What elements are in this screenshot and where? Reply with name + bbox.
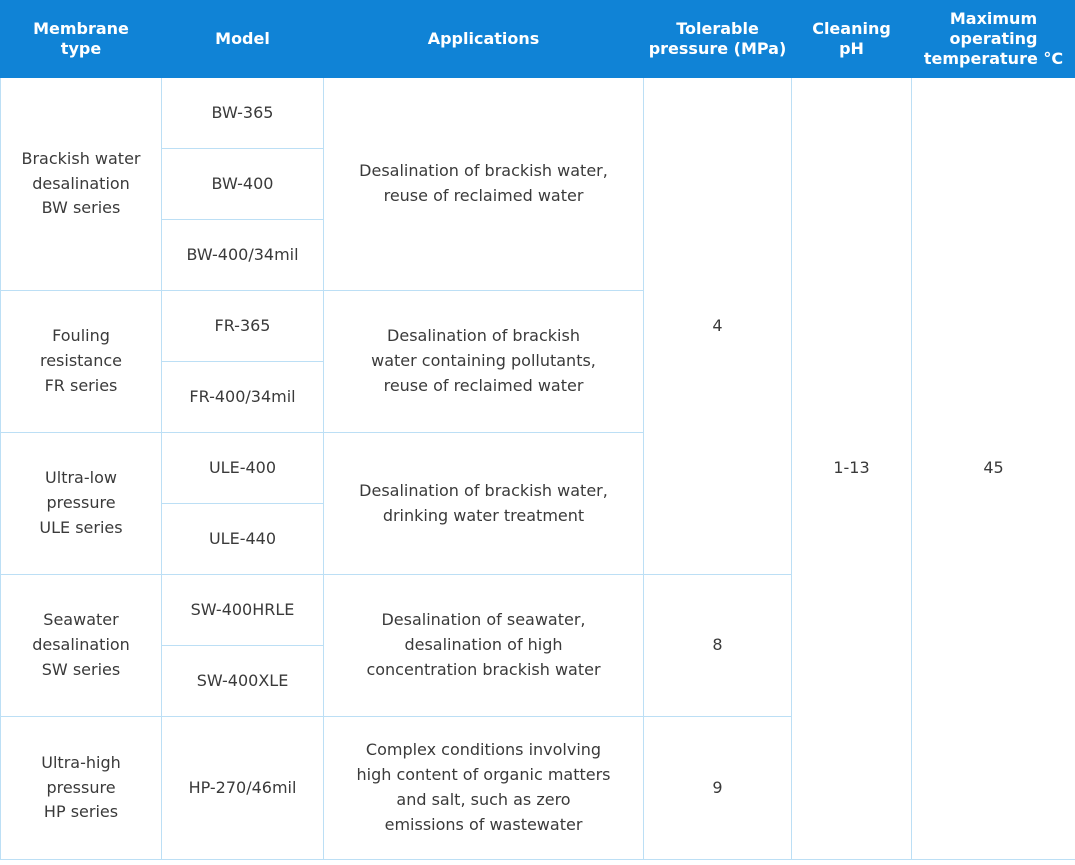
- type-line: resistance: [39, 351, 123, 371]
- application-cell-hp: [324, 717, 644, 860]
- application-line: emissions of wastewater: [384, 814, 583, 834]
- model-cell: SW-400HRLE: [162, 575, 324, 646]
- type-line: FR series: [44, 375, 118, 395]
- application-line: reuse of reclaimed water: [383, 375, 584, 395]
- pressure-cell-8: 8: [644, 575, 792, 717]
- application-line: Desalination of brackish: [387, 326, 580, 346]
- model-cell: BW-400: [162, 149, 324, 220]
- membrane-type-cell-bw: [1, 78, 162, 291]
- application-line: drinking water treatment: [382, 505, 585, 525]
- application-line: water containing pollutants,: [371, 351, 596, 371]
- application-cell-fr: [324, 291, 644, 433]
- header-line: Membrane: [33, 19, 129, 38]
- header-line: type: [60, 39, 102, 58]
- model-cell: HP-270/46mil: [162, 717, 324, 860]
- header-line: Applications: [427, 29, 540, 48]
- application-line: desalination of high: [404, 635, 563, 655]
- model-cell: BW-365: [162, 78, 324, 149]
- type-line: Fouling: [52, 326, 110, 346]
- membrane-type-cell-sw: [1, 575, 162, 717]
- header-line: temperature °C: [923, 49, 1064, 68]
- application-cell-ule: [324, 433, 644, 575]
- header-line: Maximum: [949, 9, 1038, 28]
- type-line: pressure: [46, 777, 116, 797]
- type-line: Brackish water: [21, 148, 141, 168]
- header-line: operating: [949, 29, 1038, 48]
- model-cell: FR-365: [162, 291, 324, 362]
- table-header-row: [1, 1, 1075, 78]
- type-line: pressure: [46, 493, 116, 513]
- type-line: desalination: [32, 635, 130, 655]
- application-line: concentration brackish water: [366, 659, 601, 679]
- type-line: HP series: [43, 802, 119, 822]
- membrane-type-cell-fr: [1, 291, 162, 433]
- header-line: pressure (MPa): [648, 39, 787, 58]
- header-max-operating-temperature: [912, 1, 1075, 78]
- type-line: Seawater: [43, 610, 119, 630]
- type-line: BW series: [41, 198, 121, 218]
- model-cell: ULE-400: [162, 433, 324, 504]
- model-cell: BW-400/34mil: [162, 220, 324, 291]
- application-line: high content of organic matters: [356, 765, 611, 785]
- header-line: Cleaning: [812, 19, 891, 38]
- cleaning-ph-cell: 1-13: [792, 78, 912, 860]
- model-cell: ULE-440: [162, 504, 324, 575]
- table-row: [1, 78, 1075, 149]
- application-line: Desalination of brackish water,: [359, 161, 608, 181]
- application-cell-bw: [324, 78, 644, 291]
- header-model: [162, 1, 324, 78]
- header-membrane-type: [1, 1, 162, 78]
- type-line: Ultra-low: [45, 468, 117, 488]
- header-line: Model: [215, 29, 270, 48]
- membrane-type-cell-hp: [1, 717, 162, 860]
- type-line: Ultra-high: [41, 752, 121, 772]
- max-temperature-cell: 45: [912, 78, 1075, 860]
- model-cell: SW-400XLE: [162, 646, 324, 717]
- header-tolerable-pressure: [644, 1, 792, 78]
- pressure-cell-4: 4: [644, 78, 792, 575]
- model-cell: FR-400/34mil: [162, 362, 324, 433]
- application-cell-sw: [324, 575, 644, 717]
- application-line: Desalination of seawater,: [381, 610, 586, 630]
- header-line: Tolerable: [676, 19, 759, 38]
- application-line: reuse of reclaimed water: [383, 186, 584, 205]
- application-line: Desalination of brackish water,: [359, 480, 608, 500]
- header-line: pH: [839, 39, 864, 58]
- type-line: desalination: [32, 173, 130, 193]
- type-line: ULE series: [39, 517, 123, 537]
- header-applications: [324, 1, 644, 78]
- application-line: Complex conditions involving: [365, 740, 602, 760]
- header-cleaning-ph: [792, 1, 912, 78]
- pressure-cell-9: 9: [644, 717, 792, 860]
- type-line: SW series: [41, 659, 121, 679]
- membrane-type-cell-ule: [1, 433, 162, 575]
- application-line: and salt, such as zero: [396, 790, 571, 809]
